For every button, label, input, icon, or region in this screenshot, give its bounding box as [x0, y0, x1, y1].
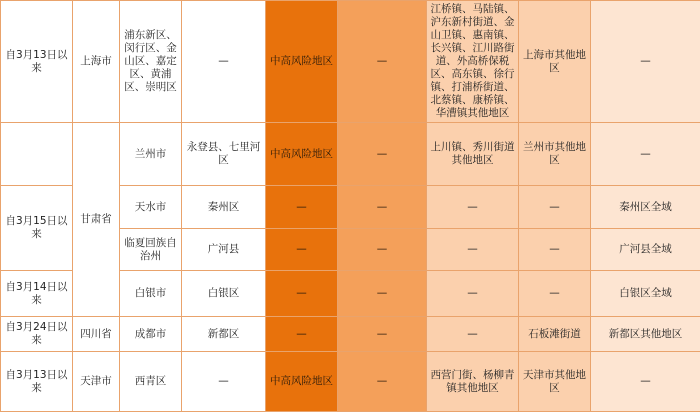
high-risk-cell: — — [266, 229, 338, 271]
province-cell: 甘肃省 — [73, 123, 120, 317]
province-cell: 天津市 — [73, 352, 120, 412]
towns-cell: — — [427, 186, 519, 229]
medium-cell: — — [338, 1, 427, 123]
medium-cell: — — [338, 271, 427, 317]
area-cell: 新都区 — [182, 317, 266, 352]
province-cell: 上海市 — [73, 1, 120, 123]
other-area-cell: 兰州市其他地区 — [519, 123, 591, 186]
date-cell-empty — [1, 123, 73, 186]
towns-cell: 江桥镇、马陆镇、沪东新村街道、金山卫镇、惠南镇、长兴镇、江川路街道、外高桥保税区、高东镇、徐行镇、打浦桥街道、北蔡镇、康桥镇、华漕镇其他地区 — [427, 1, 519, 123]
other-area-cell: — — [519, 186, 591, 229]
area-cell: 永登县、七里河区 — [182, 123, 266, 186]
city-cell: 天水市 — [120, 186, 182, 229]
last-cell: 新都区其他地区 — [591, 317, 700, 352]
date-cell: 自3月13日以来 — [1, 352, 73, 412]
other-area-cell: 石板滩街道 — [519, 317, 591, 352]
high-risk-cell: 中高风险地区 — [266, 352, 338, 412]
table-row — [1, 1, 700, 123]
date-cell: 自3月15日以来 — [1, 186, 73, 271]
towns-cell: 西营门街、杨柳青镇其他地区 — [427, 352, 519, 412]
other-area-cell: 天津市其他地区 — [519, 352, 591, 412]
medium-cell: — — [338, 123, 427, 186]
city-cell: 临夏回族自治州 — [120, 229, 182, 271]
province-cell: 四川省 — [73, 317, 120, 352]
area-cell: — — [182, 1, 266, 123]
area-cell: — — [182, 352, 266, 412]
area-cell: 秦州区 — [182, 186, 266, 229]
high-risk-cell: — — [266, 317, 338, 352]
city-cell: 兰州市 — [120, 123, 182, 186]
city-cell: 西青区 — [120, 352, 182, 412]
medium-cell: — — [338, 317, 427, 352]
towns-cell: — — [427, 229, 519, 271]
table-row — [1, 123, 700, 186]
high-risk-cell: — — [266, 186, 338, 229]
table-row — [1, 352, 700, 412]
date-cell: 自3月24日以来 — [1, 317, 73, 352]
city-cell: 白银市 — [120, 271, 182, 317]
date-cell: 自3月14日以来 — [1, 271, 73, 317]
high-risk-cell: 中高风险地区 — [266, 123, 338, 186]
other-area-cell: — — [519, 229, 591, 271]
districts-cell: 浦东新区、闵行区、金山区、嘉定区、黄浦区、崇明区 — [120, 1, 182, 123]
medium-cell: — — [338, 352, 427, 412]
high-risk-cell: — — [266, 271, 338, 317]
city-cell: 成都市 — [120, 317, 182, 352]
towns-cell: — — [427, 317, 519, 352]
last-cell: — — [591, 1, 700, 123]
last-cell: 白银区全域 — [591, 271, 700, 317]
last-cell: — — [591, 123, 700, 186]
towns-cell: — — [427, 271, 519, 317]
date-cell: 自3月13日以来 — [1, 1, 73, 123]
area-cell: 白银区 — [182, 271, 266, 317]
high-risk-cell: 中高风险地区 — [266, 1, 338, 123]
medium-cell: — — [338, 186, 427, 229]
towns-cell: 上川镇、秀川街道其他地区 — [427, 123, 519, 186]
area-cell: 广河县 — [182, 229, 266, 271]
other-area-cell: — — [519, 271, 591, 317]
other-area-cell: 上海市其他地区 — [519, 1, 591, 123]
medium-cell: — — [338, 229, 427, 271]
last-cell: 秦州区全域 — [591, 186, 700, 229]
table-row — [1, 317, 700, 352]
last-cell: 广河县全域 — [591, 229, 700, 271]
last-cell: — — [591, 352, 700, 412]
